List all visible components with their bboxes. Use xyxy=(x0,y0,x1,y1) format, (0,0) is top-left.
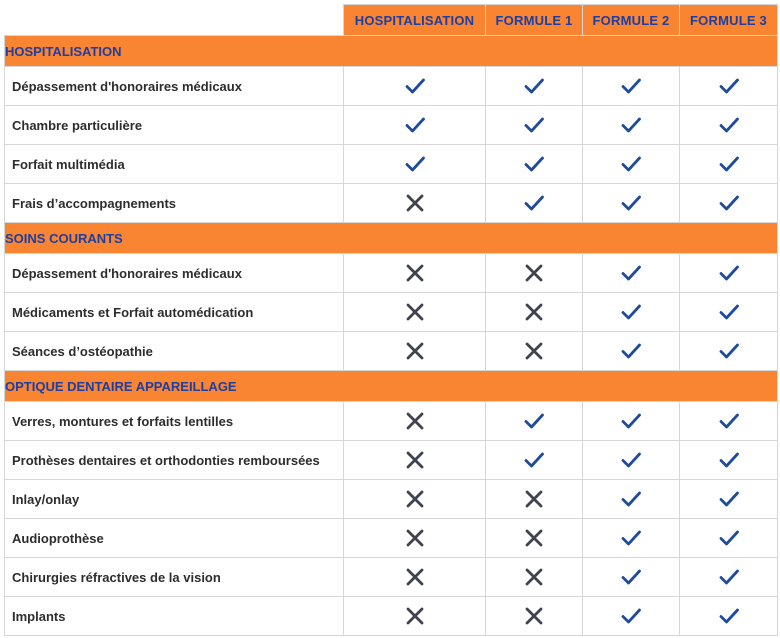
cross-icon xyxy=(404,192,426,214)
check-icon xyxy=(620,410,642,432)
check-icon xyxy=(718,566,740,588)
cell-formule-2 xyxy=(583,441,680,480)
check-icon xyxy=(718,527,740,549)
section-title: OPTIQUE DENTAIRE APPAREILLAGE xyxy=(5,371,778,402)
cell-formule-1 xyxy=(486,597,583,636)
check-icon xyxy=(718,262,740,284)
check-icon xyxy=(718,301,740,323)
row-label: Implants xyxy=(5,597,344,636)
cell-formule-3 xyxy=(680,254,778,293)
cross-icon xyxy=(523,301,545,323)
cell-formule-2 xyxy=(583,293,680,332)
check-icon xyxy=(404,153,426,175)
cell-formule-1 xyxy=(486,402,583,441)
table-row xyxy=(5,67,778,106)
cell-formule-1 xyxy=(486,293,583,332)
cell-formule-3 xyxy=(680,441,778,480)
cell-hospitalisation xyxy=(344,106,486,145)
check-icon xyxy=(620,75,642,97)
cell-formule-3 xyxy=(680,519,778,558)
row-label: Séances d’ostéopathie xyxy=(5,332,344,371)
check-icon xyxy=(523,114,545,136)
row-label: Frais d’accompagnements xyxy=(5,184,344,223)
section-title: HOSPITALISATION xyxy=(5,36,778,67)
cell-formule-3 xyxy=(680,597,778,636)
cell-formule-3 xyxy=(680,332,778,371)
cell-formule-2 xyxy=(583,519,680,558)
cell-hospitalisation xyxy=(344,558,486,597)
check-icon xyxy=(620,449,642,471)
cell-formule-1 xyxy=(486,519,583,558)
cell-formule-3 xyxy=(680,145,778,184)
row-label: Chambre particulière xyxy=(5,106,344,145)
check-icon xyxy=(718,153,740,175)
table-row xyxy=(5,106,778,145)
cell-hospitalisation xyxy=(344,254,486,293)
row-label: Inlay/onlay xyxy=(5,480,344,519)
row-label: Dépassement d'honoraires médicaux xyxy=(5,254,344,293)
check-icon xyxy=(718,75,740,97)
table-row xyxy=(5,293,778,332)
cross-icon xyxy=(523,605,545,627)
check-icon xyxy=(718,449,740,471)
cell-formule-3 xyxy=(680,402,778,441)
check-icon xyxy=(404,114,426,136)
cross-icon xyxy=(404,410,426,432)
row-label: Dépassement d'honoraires médicaux xyxy=(5,67,344,106)
cell-formule-2 xyxy=(583,184,680,223)
column-header-hospitalisation: HOSPITALISATION xyxy=(344,5,486,36)
row-label: Verres, montures et forfaits lentilles xyxy=(5,402,344,441)
cross-icon xyxy=(523,262,545,284)
cross-icon xyxy=(523,566,545,588)
cross-icon xyxy=(404,301,426,323)
section-header-row xyxy=(5,371,778,402)
row-label: Prothèses dentaires et orthodonties remboursées xyxy=(5,441,344,480)
cell-hospitalisation xyxy=(344,441,486,480)
header-blank-cell xyxy=(5,5,344,36)
cell-hospitalisation xyxy=(344,480,486,519)
table-row xyxy=(5,254,778,293)
cross-icon xyxy=(404,566,426,588)
check-icon xyxy=(620,605,642,627)
cell-hospitalisation xyxy=(344,293,486,332)
cell-hospitalisation xyxy=(344,332,486,371)
check-icon xyxy=(620,566,642,588)
cross-icon xyxy=(404,340,426,362)
check-icon xyxy=(523,153,545,175)
table-row xyxy=(5,597,778,636)
cell-formule-1 xyxy=(486,67,583,106)
table-body xyxy=(5,36,778,636)
check-icon xyxy=(620,301,642,323)
column-header-formule-1: FORMULE 1 xyxy=(486,5,583,36)
cell-formule-3 xyxy=(680,106,778,145)
row-label: Audioprothèse xyxy=(5,519,344,558)
cell-hospitalisation xyxy=(344,184,486,223)
cell-formule-3 xyxy=(680,480,778,519)
cell-formule-3 xyxy=(680,558,778,597)
cell-formule-1 xyxy=(486,558,583,597)
table-row xyxy=(5,145,778,184)
check-icon xyxy=(718,488,740,510)
cell-formule-1 xyxy=(486,332,583,371)
check-icon xyxy=(620,527,642,549)
cell-formule-2 xyxy=(583,106,680,145)
column-header-formule-2: FORMULE 2 xyxy=(583,5,680,36)
cross-icon xyxy=(523,340,545,362)
cell-formule-2 xyxy=(583,558,680,597)
check-icon xyxy=(620,262,642,284)
cross-icon xyxy=(404,262,426,284)
table-row xyxy=(5,402,778,441)
cell-formule-2 xyxy=(583,67,680,106)
cell-formule-1 xyxy=(486,441,583,480)
table-row xyxy=(5,558,778,597)
cross-icon xyxy=(404,605,426,627)
cell-formule-3 xyxy=(680,67,778,106)
check-icon xyxy=(523,410,545,432)
check-icon xyxy=(523,192,545,214)
check-icon xyxy=(718,192,740,214)
cell-formule-1 xyxy=(486,106,583,145)
row-label: Médicaments et Forfait automédication xyxy=(5,293,344,332)
cell-formule-1 xyxy=(486,145,583,184)
cell-hospitalisation xyxy=(344,67,486,106)
check-icon xyxy=(718,410,740,432)
section-header-row xyxy=(5,36,778,67)
cross-icon xyxy=(523,527,545,549)
check-icon xyxy=(718,605,740,627)
cross-icon xyxy=(404,488,426,510)
check-icon xyxy=(523,75,545,97)
cell-formule-2 xyxy=(583,145,680,184)
section-header-row xyxy=(5,223,778,254)
cross-icon xyxy=(523,488,545,510)
cell-formule-2 xyxy=(583,480,680,519)
table-row xyxy=(5,184,778,223)
cell-formule-2 xyxy=(583,402,680,441)
cell-hospitalisation xyxy=(344,519,486,558)
table-row xyxy=(5,480,778,519)
check-icon xyxy=(620,340,642,362)
cell-formule-1 xyxy=(486,254,583,293)
check-icon xyxy=(718,340,740,362)
cell-formule-2 xyxy=(583,332,680,371)
cell-hospitalisation xyxy=(344,597,486,636)
cell-formule-2 xyxy=(583,597,680,636)
check-icon xyxy=(404,75,426,97)
check-icon xyxy=(620,114,642,136)
check-icon xyxy=(523,449,545,471)
cell-formule-1 xyxy=(486,480,583,519)
column-header-formule-3: FORMULE 3 xyxy=(680,5,778,36)
cell-hospitalisation xyxy=(344,145,486,184)
check-icon xyxy=(718,114,740,136)
coverage-table xyxy=(4,4,778,636)
check-icon xyxy=(620,488,642,510)
cross-icon xyxy=(404,527,426,549)
table-row xyxy=(5,441,778,480)
check-icon xyxy=(620,192,642,214)
section-title: SOINS COURANTS xyxy=(5,223,778,254)
cell-formule-1 xyxy=(486,184,583,223)
cell-hospitalisation xyxy=(344,402,486,441)
cross-icon xyxy=(404,449,426,471)
table-row xyxy=(5,332,778,371)
cell-formule-3 xyxy=(680,184,778,223)
header-row xyxy=(5,5,778,36)
row-label: Forfait multimédia xyxy=(5,145,344,184)
table-row xyxy=(5,519,778,558)
row-label: Chirurgies réfractives de la vision xyxy=(5,558,344,597)
cell-formule-2 xyxy=(583,254,680,293)
check-icon xyxy=(620,153,642,175)
cell-formule-3 xyxy=(680,293,778,332)
